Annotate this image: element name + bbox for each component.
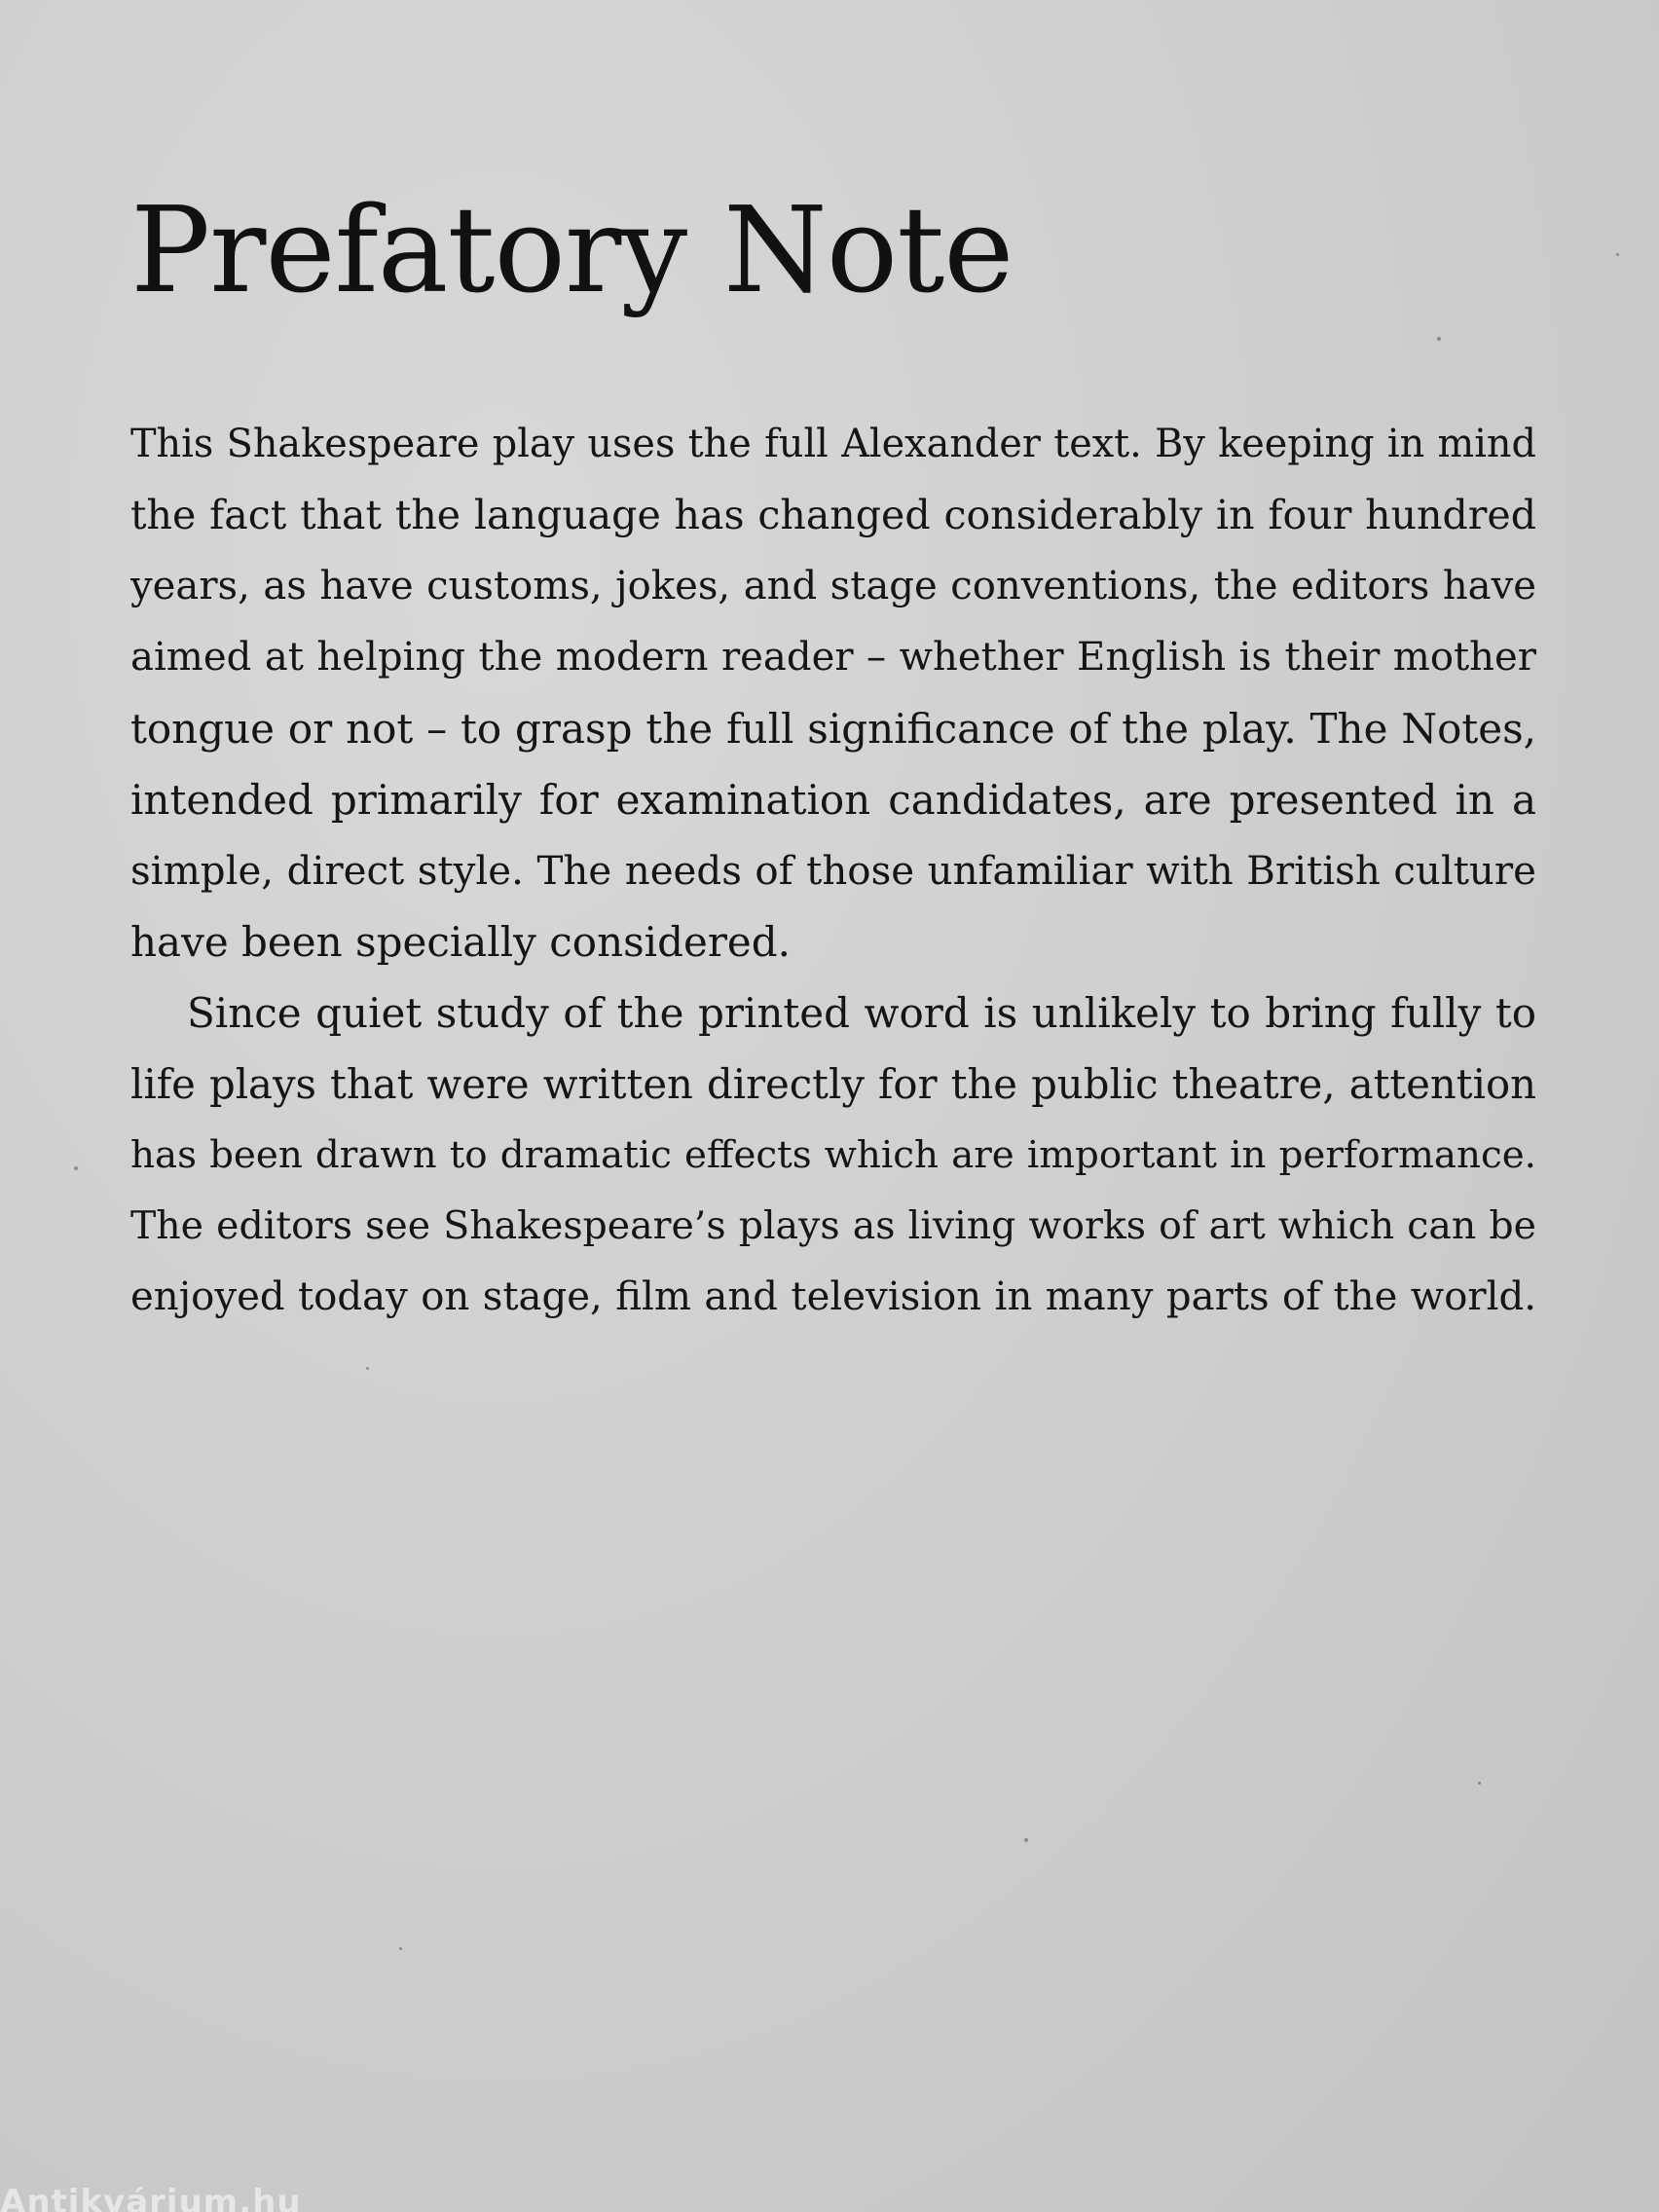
- paragraph: [130, 409, 1536, 977]
- body-text: [130, 409, 1536, 1333]
- paragraph: [130, 977, 1536, 1333]
- text-line: The editors see Shakespeare’s plays as living works of art which can be: [130, 1203, 1536, 1248]
- paper-speck: [1478, 1782, 1481, 1785]
- paper-speck: [1024, 1838, 1028, 1842]
- text-line: simple, direct style. The needs of those unfamiliar with British culture: [130, 848, 1536, 894]
- text-line: life plays that were written directly for the public theatre, attention: [130, 1060, 1536, 1108]
- text-line: This Shakespeare play uses the full Alexander text. By keeping in mind: [130, 422, 1536, 466]
- text-line: the fact that the language has changed considerably in four hundred: [130, 492, 1536, 538]
- text-line: has been drawn to dramatic effects which are important in performance.: [130, 1133, 1536, 1177]
- text-line: years, as have customs, jokes, and stage conventions, the editors have: [130, 564, 1536, 608]
- paper-speck: [1616, 253, 1619, 256]
- text-line: intended primarily for examination candidates, are presented in a: [130, 776, 1536, 824]
- text-line: enjoyed today on stage, film and television in many parts of the world.: [130, 1274, 1536, 1319]
- paper-speck: [1437, 337, 1441, 341]
- watermark: Antikvárium.hu: [0, 2183, 302, 2212]
- paper-speck: [366, 1367, 369, 1370]
- text-line: have been specially considered.: [130, 918, 792, 966]
- paper-speck: [74, 1166, 78, 1170]
- text-line: aimed at helping the modern reader – whether English is their mother: [130, 635, 1536, 680]
- text-line: Since quiet study of the printed word is unlikely to bring fully to: [187, 989, 1536, 1037]
- page-title: Prefatory Note: [130, 181, 1014, 319]
- text-line: tongue or not – to grasp the full significance of the play. The Notes,: [130, 705, 1536, 753]
- paper-speck: [399, 1947, 402, 1950]
